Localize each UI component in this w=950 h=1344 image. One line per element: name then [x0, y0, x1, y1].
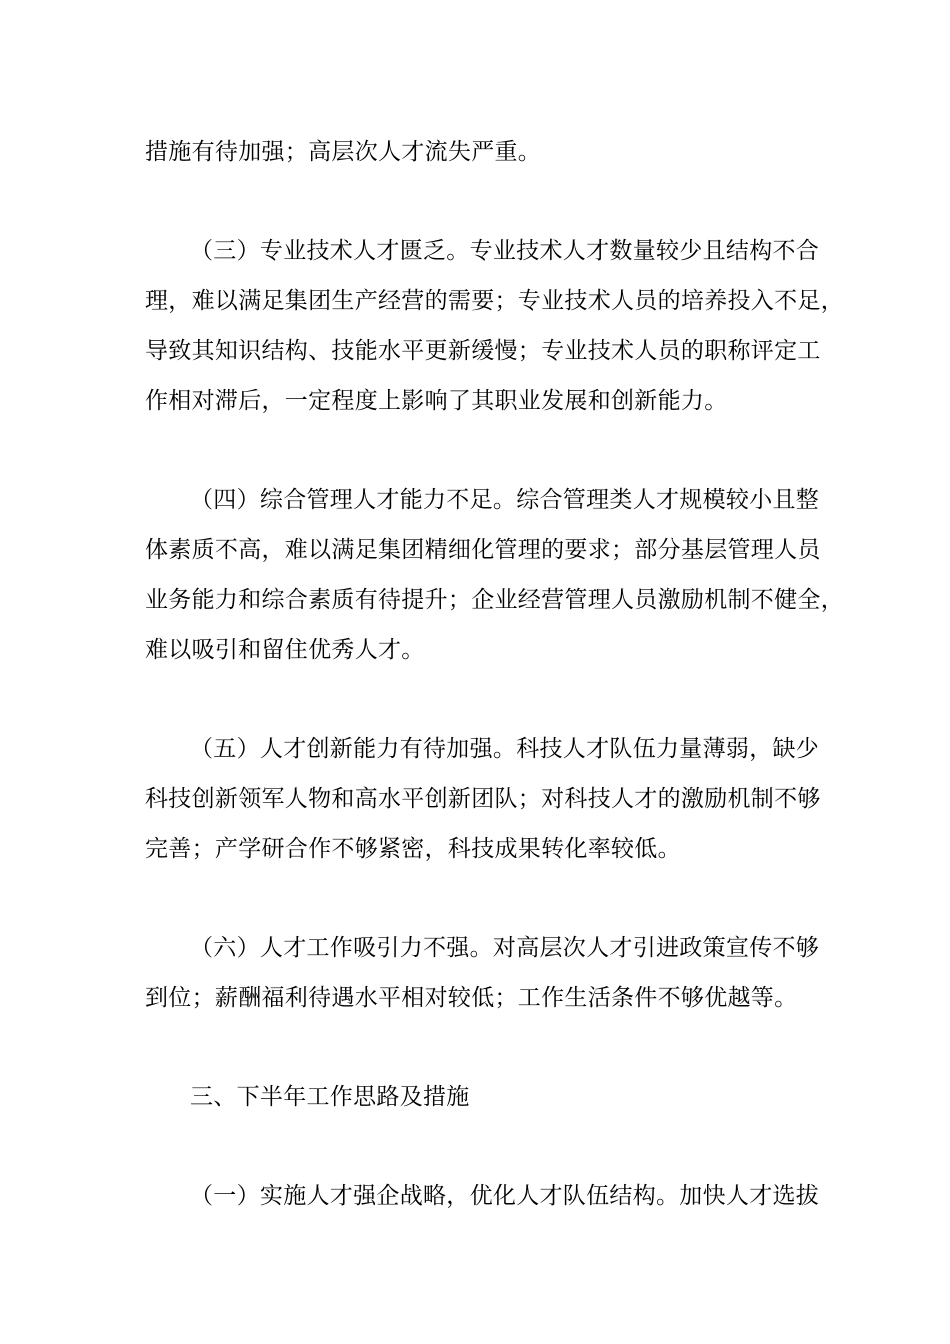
text-line: 难以吸引和留住优秀人才。: [145, 637, 425, 663]
text-line: 科技创新领军人物和高水平创新团队；对科技人才的激励机制不够: [145, 786, 821, 812]
text-line: 业务能力和综合素质有待提升；企业经营管理人员激励机制不健全，: [145, 587, 844, 613]
section-heading-5: （五）人才创新能力有待加强。科技人才队伍力量薄弱，缺少: [190, 736, 820, 762]
text-line: 作相对滞后，一定程度上影响了其职业发展和创新能力。: [145, 388, 728, 414]
text-line: 措施有待加强；高层次人才流失严重。: [145, 139, 542, 165]
text-line: 到位；薪酬福利待遇水平相对较低；工作生活条件不够优越等。: [145, 985, 798, 1011]
text-line: 体素质不高，难以满足集团精细化管理的要求；部分基层管理人员: [145, 537, 821, 563]
text-line: 理，难以满足集团生产经营的需要；专业技术人员的培养投入不足，: [145, 288, 844, 314]
section-heading-4: （四）综合管理人才能力不足。综合管理类人才规模较小且整: [190, 487, 820, 513]
section-heading-6: （六）人才工作吸引力不强。对高层次人才引进政策宣传不够: [190, 935, 820, 961]
chapter-heading-3: 三、下半年工作思路及措施: [190, 1084, 470, 1110]
section-heading-3: （三）专业技术人才匮乏。专业技术人才数量较少且结构不合: [190, 238, 820, 264]
text-line: 完善；产学研合作不够紧密，科技成果转化率较低。: [145, 836, 681, 862]
section-heading-1: （一）实施人才强企战略，优化人才队伍结构。加快人才选拔: [190, 1183, 820, 1209]
text-line: 导致其知识结构、技能水平更新缓慢；专业技术人员的职称评定工: [145, 338, 821, 364]
